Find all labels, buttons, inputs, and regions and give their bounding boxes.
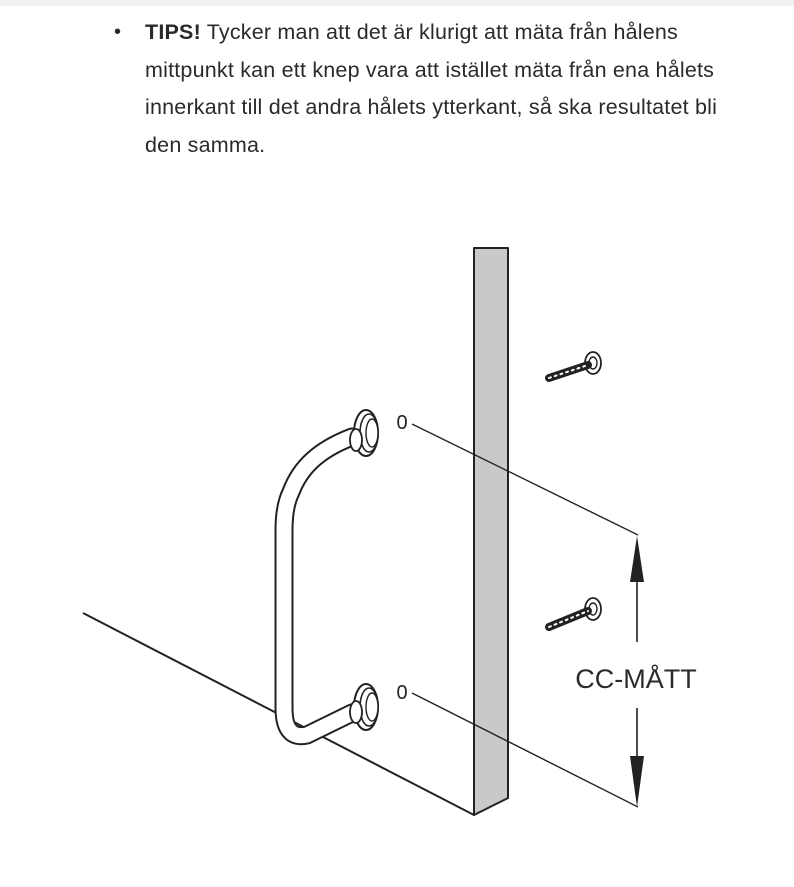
hole-marker-top: 0 [396, 412, 408, 434]
tip-label: TIPS! [145, 20, 201, 44]
handle-mounting-diagram [0, 230, 794, 870]
bottom-handle-mount [350, 684, 378, 730]
door-panel-edge [474, 248, 508, 815]
bullet-icon: • [114, 21, 122, 43]
tip-text: Tycker man att det är klurigt att mäta från hålens mittpunkt kan ett knep vara att istället mäta från ena hålets innerkant till det andra hålets ytterkant, så ska resultatet bli den samma. [145, 20, 718, 157]
tips-list [110, 14, 750, 164]
top-handle-mount [350, 410, 378, 456]
top-divider [0, 0, 794, 6]
bottom-screw [549, 598, 601, 627]
handle-bar [284, 437, 352, 736]
tip-item [110, 14, 750, 164]
cc-measure-label: CC-MÅTT [575, 664, 697, 694]
handle-illustration [0, 230, 794, 870]
bottom-hole-projection-line [412, 693, 638, 807]
top-screw [549, 352, 601, 378]
top-hole-projection-line [412, 424, 638, 535]
hole-marker-bottom: 0 [396, 682, 408, 704]
